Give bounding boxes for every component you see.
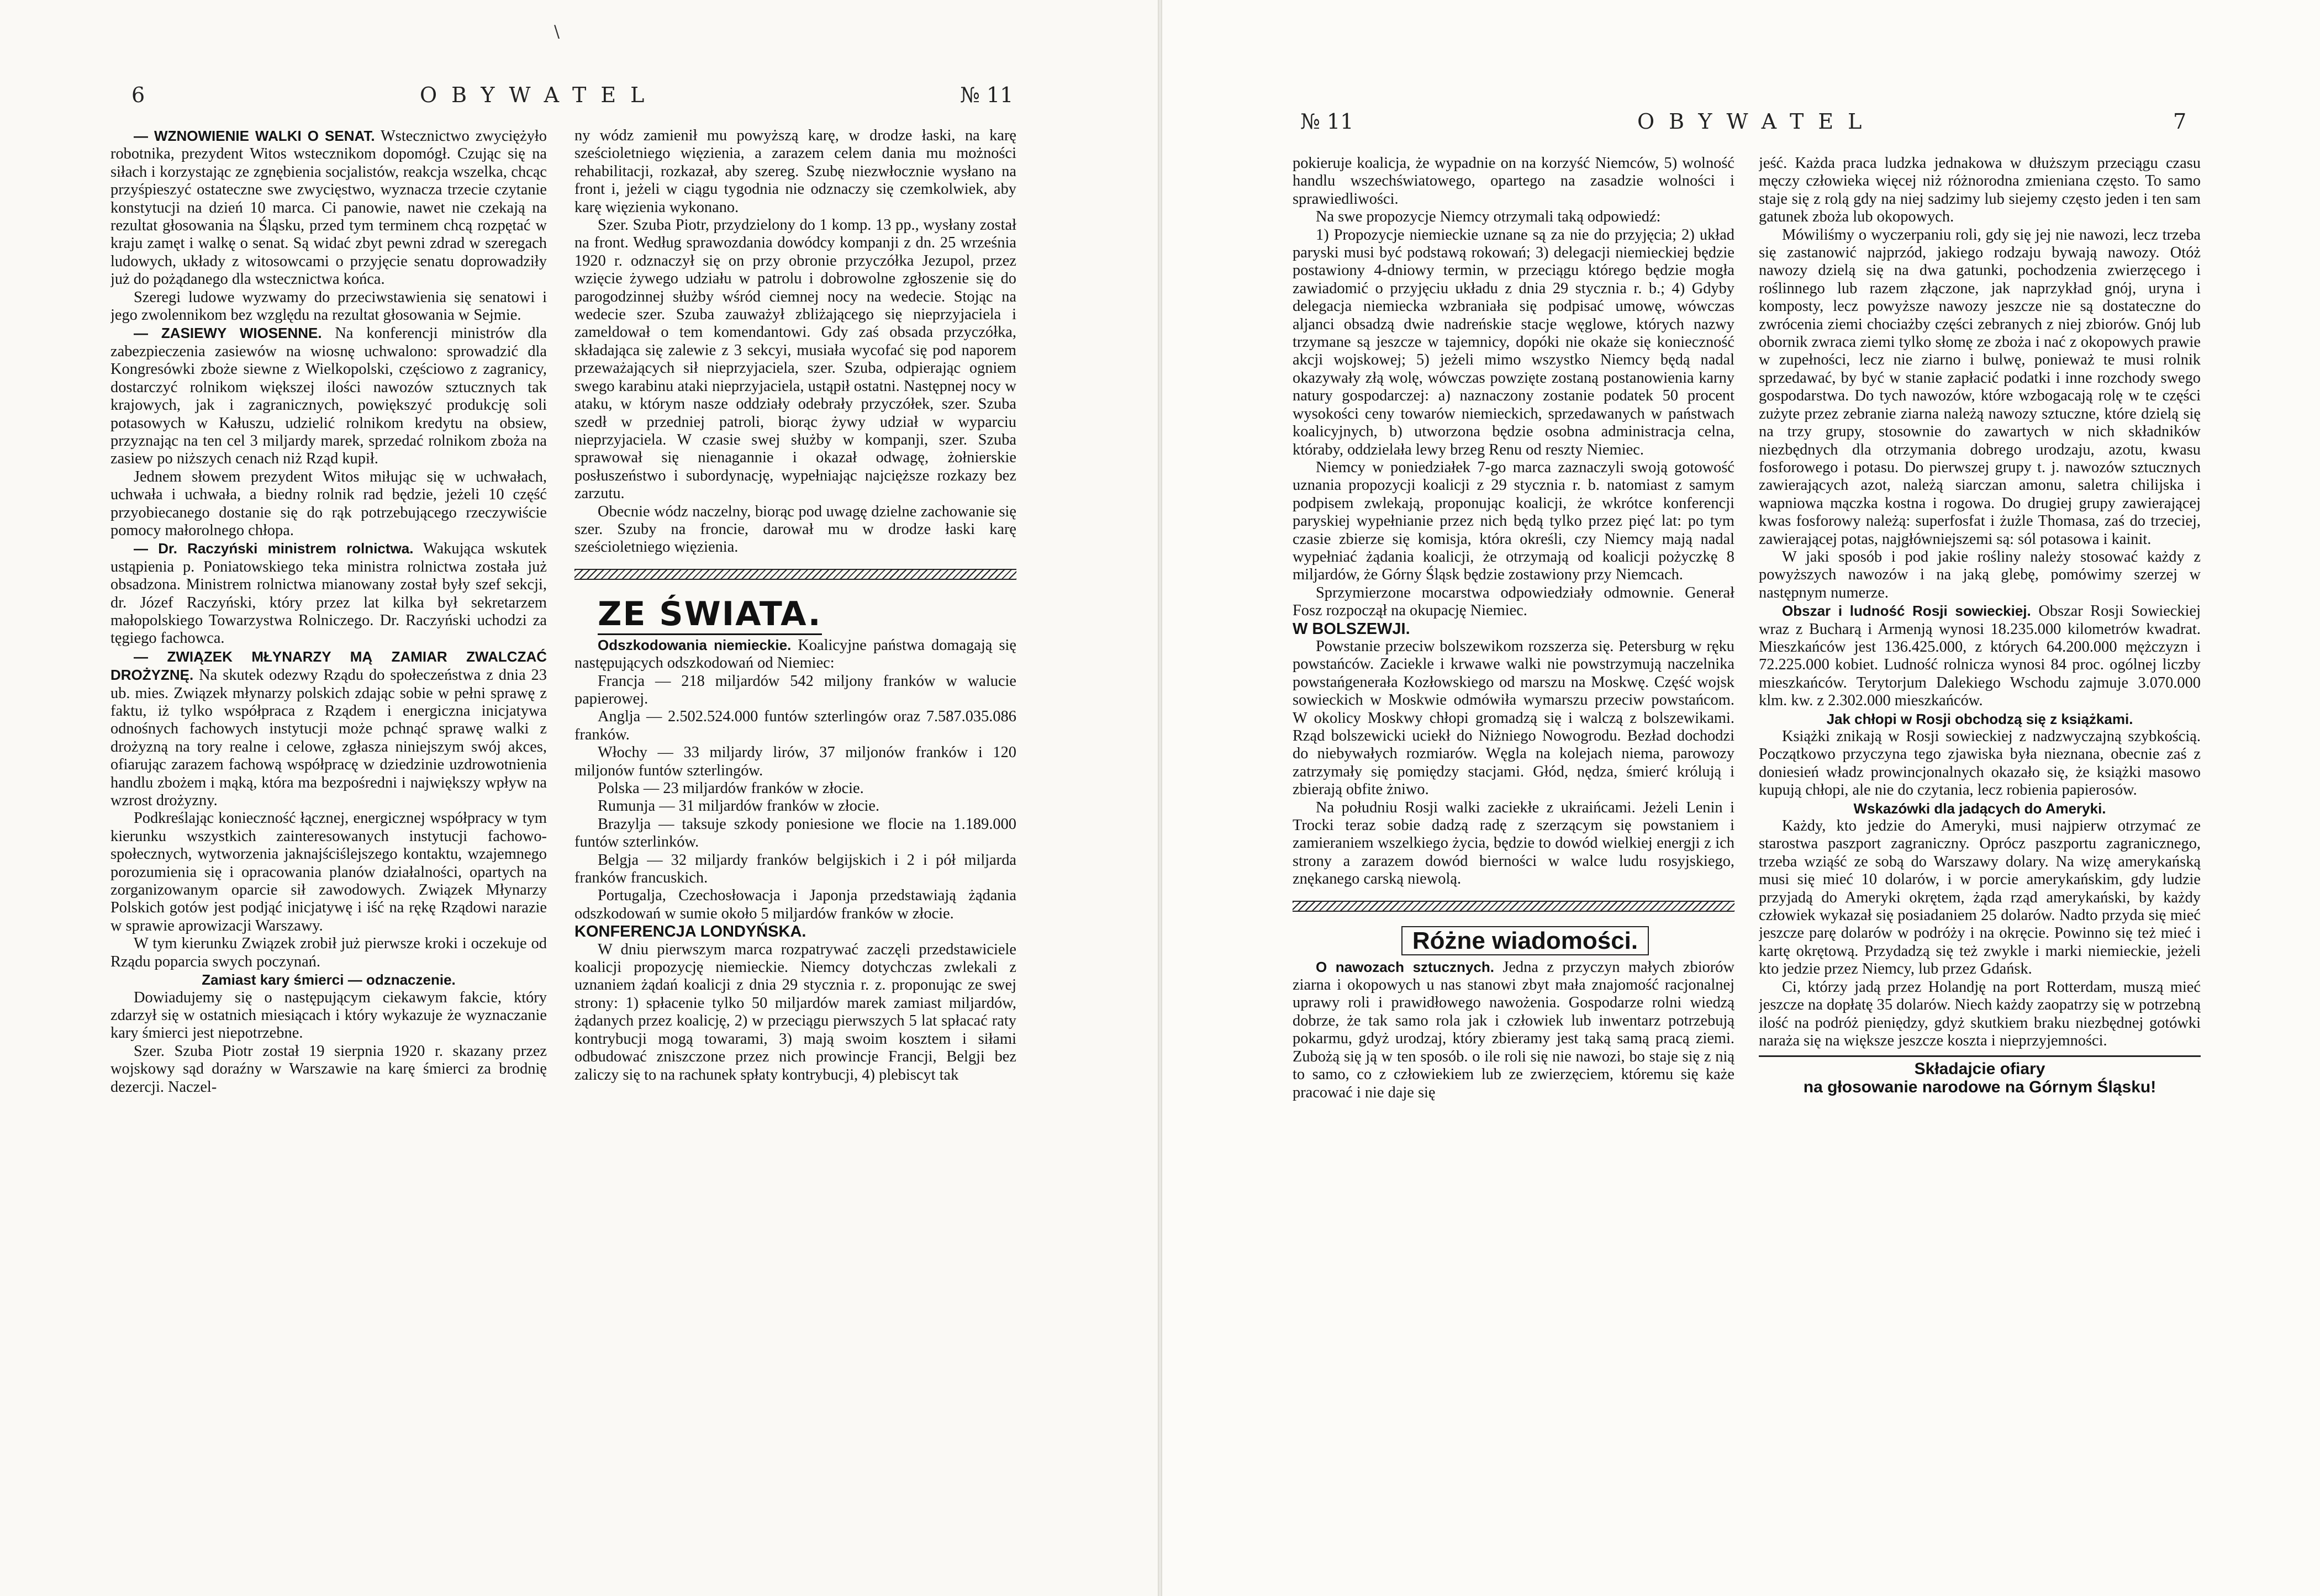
appeal-line: na głosowanie narodowe na Górnym Śląsku! — [1803, 1077, 2156, 1096]
column-4 — [1759, 155, 2201, 1524]
article-heading: Wskazówki dla jadących do Ameryki. — [1853, 800, 2106, 817]
article-text: Wakująca wskutek ustąpienia p. Poniatowskiego teka ministra rolnictwa została już obsadzona. Ministrem rolnictwa mianowany został były szef sekcji, dr. Józef Raczyński, który przez lat kilka był sekretarzem małopolskiego Towarzystwa Rolniczego. Dr. Raczyński uchodzi za tęgiego fachowca. — [110, 540, 547, 647]
article-text: Obszar Rosji Sowieckiej wraz z Bucharą i Armenją wynosi 18.235.000 kilometrów kwadrat. Mieszkańców jest 136.425.000, z których 64.200.000 mężczyzn i 72.225.000 kobiet. Ludność rolnicza wynosi 84 proc. ogólnej liczby mieszkańców. Terytorjum Dalekiego Wschodu zajmuje 3.070.000 klm. kw. z 2.302.000 mieszkańców. — [1759, 603, 2201, 710]
scan-mark: \ — [554, 22, 560, 41]
section-title-text: ZE ŚWIATA. — [598, 595, 822, 635]
article-text: Na skutek odezwy Rządu do społeczeństwa z dnia 23 ub. mies. Związek młynarzy polskich zdając sobie w pełni sprawę z faktu, iż tylko współpraca z Rządem i energiczna inicjatywa odnośnych fachowych instytucji może pchnąć sprawę walki z drożyzną na tory realne i celowe, zgłasza niniejszym swój akces, ofiarując zarazem fachową współpracę w dziedzinie uzdrowotnienia handlu zbożem i mąką, która ma bezpośredni i największy wpływ na wzrost drożyzny. — [110, 667, 547, 810]
masthead-title: OBYWATEL — [420, 83, 659, 107]
article-paragraph: Szer. Szuba Piotr został 19 sierpnia 1920 r. skazany przez wojskowy sąd doraźny w Warszawie na karę śmierci za brodnię dezercji. Naczel- — [110, 1042, 547, 1096]
article-paragraph: Każdy, kto jedzie do Ameryki, musi najpierw otrzymać ze starostwa paszport zagraniczny. Oprócz paszportu zagranicznego, trzeba wziąść ze sobą do Warszawy dolary. Na wizę amerykańską musi się mieć 10 dolarów, i w porcie amerykańskim, gdy ludzie przyjadą do Ameryki okrętem, żąda rząd amerykański, by każdy człowiek wykazał się posiadaniem 25 dolarów. Nadto przyda się mieć jeszcze parę dolarów w podróży i na okręcie. Powinno się też mieć i kartę okrętową. Przydadzą się też zwykle i marki niemieckie, jeżeli kto jedzie przez Niemcy, lub przez Gdańsk. — [1759, 817, 2201, 978]
appeal-line: Składajcie ofiary — [1914, 1060, 2045, 1079]
article-paragraph: Szeregi ludowe wyzwamy do przeciwstawienia się senatowi i jego zwolennikom bez względu na rezultat głosowania w Sejmie. — [110, 288, 547, 324]
article-heading: — WZNOWIENIE WALKI O SENAT. — [134, 128, 375, 144]
article-paragraph — [110, 127, 547, 289]
article-text: Koalicyjne państwa domagają się następujących odszkodowań od Niemiec: — [574, 636, 1016, 672]
article-paragraph: Na południu Rosji walki zaciekłe z ukraińcami. Jeżeli Lenin i Trocki teraz sobie dadzą radę z szerzącym się powstaniem i zamieraniem wszelkiego życia, będzie to dowód wielkiej energji z ich strony a zarazem dowód bierności w walce ludu rosyjskiego, znękanego carską niewolą. — [1293, 799, 1734, 888]
article-heading: Zamiast kary śmierci — odznaczenie. — [202, 971, 456, 989]
column-2 — [574, 127, 1016, 1475]
article-paragraph: Dowiadujemy się o następującym ciekawym fakcie, który zdarzył się w ostatnich miesiącach i który wykazuje że wyznaczanie kary śmierci jest niepotrzebne. — [110, 989, 547, 1042]
article-paragraph — [110, 540, 547, 647]
article-paragraph: Jednem słowem prezydent Witos miłując się w uchwałach, uchwała i uchwała, a biedny rolnik rad będzie, jeżeli 10 część przyobiecanego dostanie się do rąk potrzebującego rzeczywiście pomocy małorolnego chłopa. — [110, 468, 547, 539]
article-paragraph: Belgja — 32 miljardy franków belgijskich i 2 i pół miljarda franków francuskich. — [574, 851, 1016, 887]
article-paragraph: W dniu pierwszym marca rozpatrywać zaczęli przedstawiciele koalicji propozycję niemieckie. Niemcy dotychczas zwlekali z uznaniem żądań koalicji z dnia 29 stycznia r. z. proponując ze swej strony: 1) spłacenie tylko 50 miljardów marek zamiast miljardów, żądanych przez koalicję, 2) w przeciągu pierwszych 5 lat spłacać raty kontrybucji mogą towarami, 3) mają swoim kosztem i siłami odbudować zniszczone przez nich prowincje Francji, Belgji bez zaliczy się to na rachunek spłaty kontrybucji, 4) plebiscyt tak — [574, 940, 1016, 1084]
article-paragraph: Sprzymierzone mocarstwa odpowiedziały odmownie. Generał Fosz rozpoczął na okupację Niemiec. — [1293, 584, 1734, 620]
article-paragraph: jeść. Każda praca ludzka jednakowa w dłuższym przeciągu czasu męczy człowieka więcej niż różnorodna zmieniana często. To samo staje się z rolą gdy na niej sadzimy lub siejemy często jeden i ten sam gatunek zboża lub okopowych. — [1759, 155, 2201, 226]
article-paragraph: 1) Propozycje niemieckie uznane są za nie do przyjęcia; 2) układ paryski musi być podstawą rokowań; 3) delegacji niemieckiej będzie postawiony 4-dniowy termin, w przeciągu którego będzie mogła zawiadomić o przyjęciu układu z dnia 29 stycznia r. b.; 4) Gdyby delegacja niemiecka wzbraniała się podpisać umowę, wówczas aljanci obsadzą dwie nadreńskie stacje węglowe, których nazwy trzymane są jeszcze w tajemnicy, dopóki nie okaże się konieczność akcji wojskowej; 5) jeżeli mimo wszystko Niemcy będą nadal okazywały złą wolę, wówczas powzięte zostaną postanowienia karny natury gospodarczej: a) naznaczony zostanie podatek 50 procent wysokości ceny towarów niemieckich, sprzedawanych w państwach koalicyjnych, b) utworzona będzie osobna administracja celna, któraby, oddzielała lewy brzeg Renu od reszty Niemiec. — [1293, 226, 1734, 458]
article-paragraph: Na swe propozycje Niemcy otrzymali taką odpowiedź: — [1316, 208, 1661, 226]
masthead-title: OBYWATEL — [1637, 109, 1876, 134]
article-paragraph: Polska — 23 miljardów franków w złocie. — [598, 780, 864, 797]
page-number: 7 — [2173, 109, 2187, 134]
article-paragraph: Powstanie przeciw bolszewikom rozszerza się. Petersburg w ręku powstańców. Zacieklе i krwawe walki nie powstrzymują naczelnika powstańgenerała Kozłowskiego od marszu na Moskwę. Część wojsk sowieckich w Moskwie odmówiła wymarszu przeciw powstańcom. W okolicy Moskwy chłopi gromadzą się i walczą z bolszewikami. Rząd bolszewicki uciekł do Niżniego Nowogrodu. Bezład dochodzi do niebywałych rozmiarów. Węgla na kolejach niema, parowozy zatrzymały się pomiędzy stacjami. Głód, nędza, śmierć królują i zbierają obfite żniwo. — [1293, 637, 1734, 799]
article-paragraph: Mówiliśmy o wyczerpaniu roli, gdy się jej nie nawozi, lecz trzeba się zastanowić najprzód, jakiego rodzaju bywają nawozy. Otóż nawozy dzielą się na dwa gatunki, pochodzenia zwierzęcego i roślinnego lub razem złączone, jak naprzykład gnój, uryna i komposty, lecz powyższe nawozy jeszcze nie są dostateczne do zwrócenia ziemi chociażby części zebranych z niej zbiorów. Gnój lub obornik zwraca ziemi tylko słomę ze zboża i nać z okopowych prawie w zupełności, lecz nie ziarno i bulwę, ponieważ te musi rolnik sprzedawać, by być w stanie zapłacić podatki i inne rozchody swego gospodarstwa. Do tych nawozów, które wzbogacają rolę w te części zużyte przez zebranie ziarna należą nawozy sztuczne, które dzielą się na trzy grupy, stosownie do zawartych w nich składników niezbędnych dla otrzymania dobrego urodzaju, azotu, kwasu fosforowego i potasu. Do pierwszej grupy t. j. nawozów sztucznych zawierających azot, należą siarczan amonu, saletra chilijska i wapniowa mączka kostna i rogowa. Do drugiej grupy zawierającej kwas fosforowy należą: superfosfat i żużle Thomasa, zaś do trzeciej, zawierającej potas, najgłówniejszemi są: sól potasowa i kainit. — [1759, 226, 2201, 548]
section-title-text: Różne wiadomości. — [1401, 926, 1649, 955]
page-spine — [1158, 0, 1162, 1596]
section-title — [574, 592, 1016, 636]
article-heading: — ZASIEWY WIOSENNE. — [134, 325, 322, 342]
column-3 — [1293, 155, 1734, 1524]
article-paragraph: Francja — 218 miljardów 542 miljony franków w walucie papierowej. — [574, 672, 1016, 707]
right-header — [1162, 109, 2320, 137]
article-heading: Obszar i ludność Rosji sowieckiej. — [1782, 603, 2031, 620]
article-paragraph: Anglja — 2.502.524.000 funtów szterlingów oraz 7.587.035.086 franków. — [574, 708, 1016, 743]
article-paragraph: Włochy — 33 miljardy lirów, 37 miljonów franków i 120 miljonów funtów szterlingów. — [574, 744, 1016, 779]
article-paragraph: Rumunja — 31 miljardów franków w złocie. — [598, 797, 880, 815]
article-paragraph: Brazylja — taksuje szkody poniesione we flocie na 1.189.000 funtów szterlinków. — [574, 815, 1016, 851]
article-paragraph: Niemcy w poniedziałek 7-go marca zaznaczyli swoją gotowość uznania propozycji koalicji z 29 stycznia r. b. natomiast z samym podpisem zwlekają, proponując koalicji, że wkrótce konferencji paryskiej wypełnianie przez nich będą tylko przez pięć lat: po tym czasie zbierze się komisja, która określi, czy Niemcy mają nadal wypełniać żądania koalicji, że otrzymają od koalicji pożyczkę 8 miljardów, że Górny Śląsk będzie zostawiony przy Niemcach. — [1293, 458, 1734, 584]
article-text: Jedna z przyczyn małych zbiorów ziarna i okopowych u nas stanowi zbyt mała znajomość racjonalnej uprawy roli i prawidłowego nawożenia. Gospodarze rolni wiedzą dobrze, że tak samo rola jak i człowiek lub inwentarz potrzebują pokarmu, gdyż urodzaj, który zbieramy jest taką samą pracą ziemi. Zubożą się ją w ten sposób. o ile roli się nie nawozi, bo staje się z nią to samo, co z człowiekiem lub ze zwierzęciem, któremu się każe pracować i nie daje się — [1293, 958, 1734, 1101]
article-paragraph — [1759, 602, 2201, 710]
article-paragraph: ny wódz zamienił mu powyższą karę, w drodze łaski, na karę sześcioletniego więzienia, a zarazem celem dania mu możności rehabilitacji, rozkazał, aby szereg. Szubę niezwłocznie wysłano na front i, jeżeli w ciągu tygodnia nie odznaczy się czemkolwiek, aby karę więzienia wykonano. — [574, 127, 1016, 216]
issue-number: № 11 — [1300, 109, 1354, 134]
left-header — [0, 83, 1158, 110]
article-heading: Jak chłopi w Rosji obchodzą się z książkami. — [1826, 710, 2133, 727]
appeal-box — [1759, 1055, 2201, 1096]
right-page — [1162, 0, 2320, 1596]
article-paragraph: Szer. Szuba Piotr, przydzielony do 1 komp. 13 pp., wysłany został na front. Według sprawozdania dowódcy kompanji z dn. 25 września 1920 r. odznaczył się on przy obronie przyczółka Jezupol, przez wzięcie żywego udziału w patrolu i dobrowolne zgłoszenie się do parogodzinnej służby wśród ciemnej nocy na wedecie. Stojąc na wedecie szer. Szuba zauważył zbliżającego się nieprzyjaciela i zameldował o tem komendantowi. Gdy zaś obsada przyczółka, składająca się zalewie z 3 sekcyi, musiała wycofać się pod naporem przeważających sił nieprzyjaciela, szer. Szuba, odpierając ogniem swego karabinu ataki nieprzyjaciela, ustąpił ostatni. Następnej nocy w ataku, w którym nasze oddziały odebrały przyczółek, szer. Szuba szedł w przedniej patroli, biorąc żywy udział w wyparciu nieprzyjaciela. W czasie swej służby w kompanji, szer. Szuba sprawował się nienagannie i okazał odwagę, żołnierskie posłuszeństwo i subordynację, wypełniając najcięższe rozkazy bez zarzutu. — [574, 216, 1016, 503]
article-paragraph: Ci, którzy jadą przez Holandję na port Rotterdam, muszą mieć jeszcze na dopłatę 35 dolarów. Niech każdy zaopatrzy się w potrzebną ilość na podróż pieniędzy, gdyż skutkiem braku niezbędnej gotówki naraża się na większe jeszcze koszta i nieprzyjemności. — [1759, 978, 2201, 1049]
section-title — [1293, 924, 1734, 958]
article-paragraph: W jaki sposób i pod jakie rośliny należy stosować każdy z powyższych nawozów i na jaką glebę, pomówimy szerzej w następnym numerze. — [1759, 548, 2201, 601]
article-paragraph — [574, 636, 1016, 673]
article-text: Na konferencji ministrów dla zabezpieczenia zasiewów na wiosnę uchwalono: sprowadzić dla Kongresówki zboże siewne z Wielkopolski, częściowo z zagranicy, dostarczyć rolnikom większej ilości nawozów sztucznych tak krajowych, jak i zagranicznych, powiększyć produkcję soli potasowych w Kałuszu, udzielić rolnikom kredytu na obsiew, przyznając na ten cel 3 miljardy marek, sprzedać rolnikom zboża na zasiew po niższych cenach niż Rząd kupił. — [110, 325, 547, 468]
article-paragraph: Książki znikają w Rosji sowieckiej z nadzwyczajną szybkością. Początkowo przyczyna tego zjawiska była nieznana, obecnie zaś z doniesień władz prowincjonalnych okazało się, że książki masowo kupują chłopi, ale nie do czytania, lecz robienia papierosów. — [1759, 728, 2201, 799]
article-paragraph: pokieruje koalicja, że wypadnie on na korzyść Niemców, 5) wolność handlu wszechświatowego, opartego na zasadzie wolności i sprawiedliwości. — [1293, 155, 1734, 208]
article-heading: Odszkodowania niemieckie. — [598, 636, 792, 653]
decorative-rule — [1293, 901, 1734, 912]
decorative-rule — [574, 569, 1016, 580]
article-heading: O nawozach sztucznych. — [1316, 958, 1494, 975]
article-paragraph: Portugalja, Czechosłowacja i Japonja przedstawiają żądania odszkodowań w sumie około 5 miljardów franków w złocie. — [574, 887, 1016, 922]
article-heading: — ZWIĄZEK MŁYNARZY MĄ ZAMIAR ZWALCZAĆ DROŻYZNĘ. — [110, 648, 547, 684]
subsection-heading: KONFERENCJA LONDYŃSKA. — [574, 923, 806, 941]
article-heading: — Dr. Raczyński ministrem rolnictwa. — [134, 540, 414, 557]
article-text: Wstecznictwo zwyciężyło robotnika, prezydent Witos wstecznikom dopomógł. Czując się na siłach i korzystając ze zgnębienia socjalistów, reakcja wszelka, chcąc przyśpieszyć ostateczne swe zwycięstwo, wyznacza trzecie czytanie konstytucji na dzień 10 marca. Ci panowie, nawet nie czekają na rezultat głosowania na Śląsku, przed tym terminem chcą rozpętać w kraju zamęt i walkę o senat. Są widać zbyt pewni zdrad w szeregach ludowych, układy z witosowcami o przyjęcie senatu doprowadziły już do pożądanego dla wstecznictwa końca. — [110, 128, 547, 288]
left-page — [0, 0, 1158, 1596]
page-number: 6 — [131, 83, 145, 107]
article-paragraph: W tym kierunku Związek zrobił już pierwsze kroki i oczekuje od Rządu poparcia swych poczynań. — [110, 935, 547, 970]
column-1 — [110, 127, 547, 1475]
article-paragraph — [110, 324, 547, 468]
article-paragraph — [110, 648, 547, 810]
issue-number: № 11 — [960, 83, 1014, 107]
article-paragraph: Obecnie wódz naczelny, biorąc pod uwagę dzielne zachowanie się szer. Szuby na froncie, darował mu w drodze łaski karę sześcioletniego więzienia. — [574, 503, 1016, 556]
article-paragraph — [1293, 958, 1734, 1102]
article-paragraph: Podkreślając konieczność łącznej, energicznej współpracy w tym kierunku wszystkich zainteresowanych instytucji fachowo-społecznych, wytworzenia jaknajściślejszego kontaktu, wzajemnego porozumienia się i opracowania planów działalności, opartych na zorganizowanym oparcie sił zawodowych. Związek Młynarzy Polskich gotów jest podjąć inicjatywę i iść na rękę Rządowi narazie w sprawie aprowizacji Warszawy. — [110, 810, 547, 934]
subsection-heading: W BOLSZEWJI. — [1293, 620, 1410, 638]
